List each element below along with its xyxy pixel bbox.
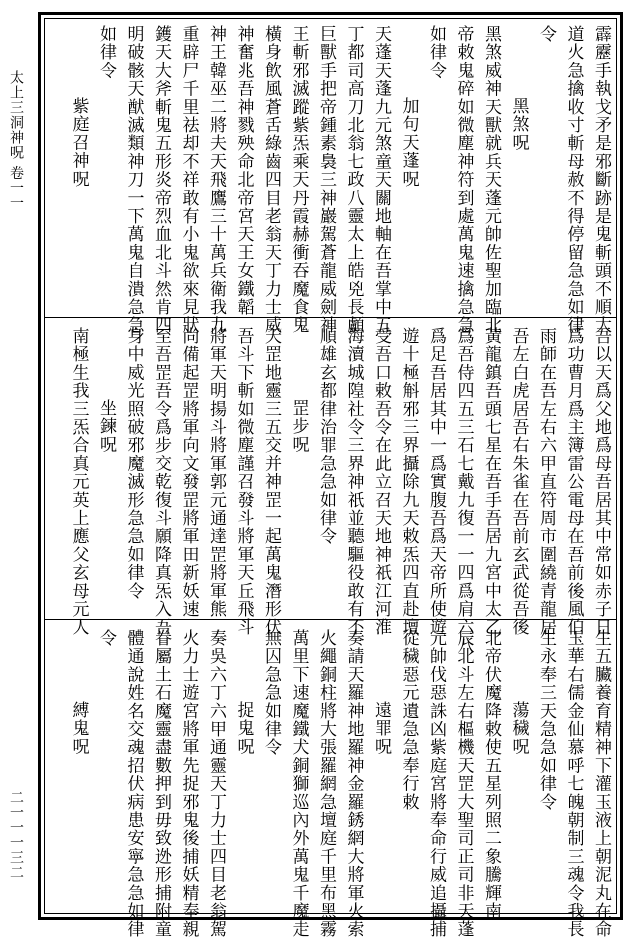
text-column: 吾以天爲父地爲母吾居其中常如赤子日 — [591, 327, 611, 637]
text-column: 南極生我三炁合真元英上應父玄母元人 — [68, 327, 89, 637]
text-column: 身中威光照破邪魔滅形急急如律令 — [123, 327, 144, 600]
text-column: 火繩銅柱將大張羅網急壇庭千里布黑霧 — [316, 629, 336, 938]
spell-title: 罡步呪 — [288, 399, 309, 454]
text-column: 元帥伐惡誅凶紫庭宮將奉命行威追攝捕 — [426, 629, 446, 938]
text-column: 如律令 — [96, 25, 116, 80]
text-column: 從穢惡元遺急急奉行敕 — [398, 629, 419, 811]
text-column: 道火急擒收寸斬母赦不得停留急急如律 — [563, 25, 584, 335]
text-column: 雨師在吾左右六甲直符周市圍繞青龍居 — [536, 327, 556, 637]
page-frame — [38, 12, 623, 938]
spell-title: 捉鬼呪 — [233, 701, 254, 756]
text-column: 至吾罡吾令爲步交乾復斗願降真炁入吾 — [151, 327, 171, 637]
text-column: 如律令 — [426, 25, 446, 80]
page-number-margin: 二一一一三二 — [8, 790, 24, 880]
text-column: 巨獸手把帝鍾素裊三神巖駕蒼龍威劍神 — [316, 25, 336, 335]
text-column: 玉華右儒金仙慕呼七魄朝制三魂令我長 — [563, 629, 584, 938]
text-column: 神奮兆吾神戮殃命北帝宮天王女鐵韜 — [233, 25, 254, 317]
text-register — [41, 21, 620, 335]
text-register — [41, 323, 620, 655]
text-column: 鑊天大斧斬鬼五形炎帝烈血北斗然肯四 — [151, 25, 171, 335]
text-column: 吾斗下斬如微塵謹召發斗將軍天丘飛斗 — [233, 327, 254, 637]
text-register — [41, 625, 620, 938]
text-column: 爲足吾居其中一爲實腹吾爲天帝所使遊 — [426, 327, 446, 637]
spell-title: 坐鍊呪 — [96, 399, 116, 454]
text-column: 眷屬土石魔靈盡數押到毋致迯形捕附童 — [151, 629, 171, 938]
text-column: 明破骸天猷滅類神刀一下萬鬼自潰急急 — [123, 25, 144, 335]
text-column: 神王韓巫二將夫天飛鷹三十萬兵衛我九 — [206, 25, 226, 335]
text-column: 吾左白虎居吾右朱雀在吾前玄武從吾後 — [508, 327, 529, 637]
register-divider-2 — [45, 619, 616, 620]
text-column: 令 — [536, 25, 556, 44]
text-column: 黃龍鎮吾頭七星在吾手吾居九宮中太乙 — [481, 327, 501, 637]
text-column: 天蓬天蓬九元煞童天關地軸在吾掌中五 — [371, 25, 391, 335]
spell-title: 加句天蓬呪 — [398, 97, 419, 188]
text-column: 順雄玄都律治罪急急如律令 — [316, 327, 336, 546]
text-column: 海瀆城隍社令三界神祇並聽驅役敢有不 — [343, 327, 364, 637]
text-column: 奏吳六丁六甲通靈天丁力士四目老翁駕 — [206, 629, 226, 938]
spell-title: 縛鬼呪 — [68, 701, 89, 756]
text-column: 受吾口敕吾令在此立召天地神祇江河淮 — [371, 327, 391, 637]
text-column: 爲吾侍四五三石七戴九復一一四爲肩六八 — [453, 327, 474, 655]
text-column: 重辟尸千里祛却不祥敢有小鬼欲來見狀 — [178, 25, 199, 335]
text-column: 辰北斗左右樞機天罡大聖司正司非天蓬 — [453, 629, 474, 938]
text-column: 丁都司高刀北翁七政八靈太上皓兇長顱 — [343, 25, 364, 335]
spell-title: 蕩穢呪 — [508, 701, 529, 756]
text-column: 霹靂手執戈矛是邪斷跡是鬼斬頭不順大 — [591, 25, 611, 335]
text-column: 將軍天明揚斗將軍郭元通達罡將軍熊 — [206, 327, 226, 619]
text-column: 火力士遊宮將軍先捉邪鬼後捕妖精奉親 — [178, 629, 199, 938]
text-column: 北帝伏魔降敕使五星列照二象騰輝南 — [481, 629, 501, 921]
text-column: 生永奉三天急急如律令 — [536, 629, 556, 811]
text-column: 橫身飲風蒼舌綠齒四目老翁天丁力士威 — [261, 25, 281, 335]
text-column: 奏請天羅神地羅神金羅銹網大將軍火索 — [343, 629, 364, 938]
text-column: 無囚急急如律令 — [261, 629, 281, 757]
book-title-margin: 太上三洞神呪 卷一一 — [8, 70, 24, 211]
text-column: 黑煞威神天獸就兵天蓬元帥佐聖加臨北 — [481, 25, 501, 335]
text-column: 生五臟養育精神下灌玉液上朝泥丸在命 — [591, 629, 611, 938]
text-column: 王斬邪滅蹤紫炁乘天丹霞赫衝吞魔食鬼 — [288, 25, 309, 335]
text-column: 遊十極斛邪三界攝除九天敕炁四直赴壇 — [398, 327, 419, 637]
spell-title: 黑煞呪 — [508, 97, 529, 152]
text-column: 天罡地靈三五交并神罡一起萬鬼潛形伏 — [261, 327, 281, 637]
spell-title: 遠罪呪 — [371, 701, 391, 756]
spell-title: 紫庭召神呪 — [68, 97, 89, 188]
text-column: 令 — [96, 629, 116, 648]
text-column: 帝敕鬼碎如微塵神符到處萬鬼速擒急急 — [453, 25, 474, 335]
text-column: 爲功曹月爲主簿雷公電母在吾前後風伯 — [563, 327, 584, 637]
text-column: 尚備起罡將軍向文發罡將軍田新妖速 — [178, 327, 199, 619]
text-column: 萬里下速魔鐵犬銅獅巡內外萬鬼千魔走 — [288, 629, 309, 938]
text-column: 體通說姓名交魂招伏病患安寧急急如律 — [123, 629, 144, 938]
